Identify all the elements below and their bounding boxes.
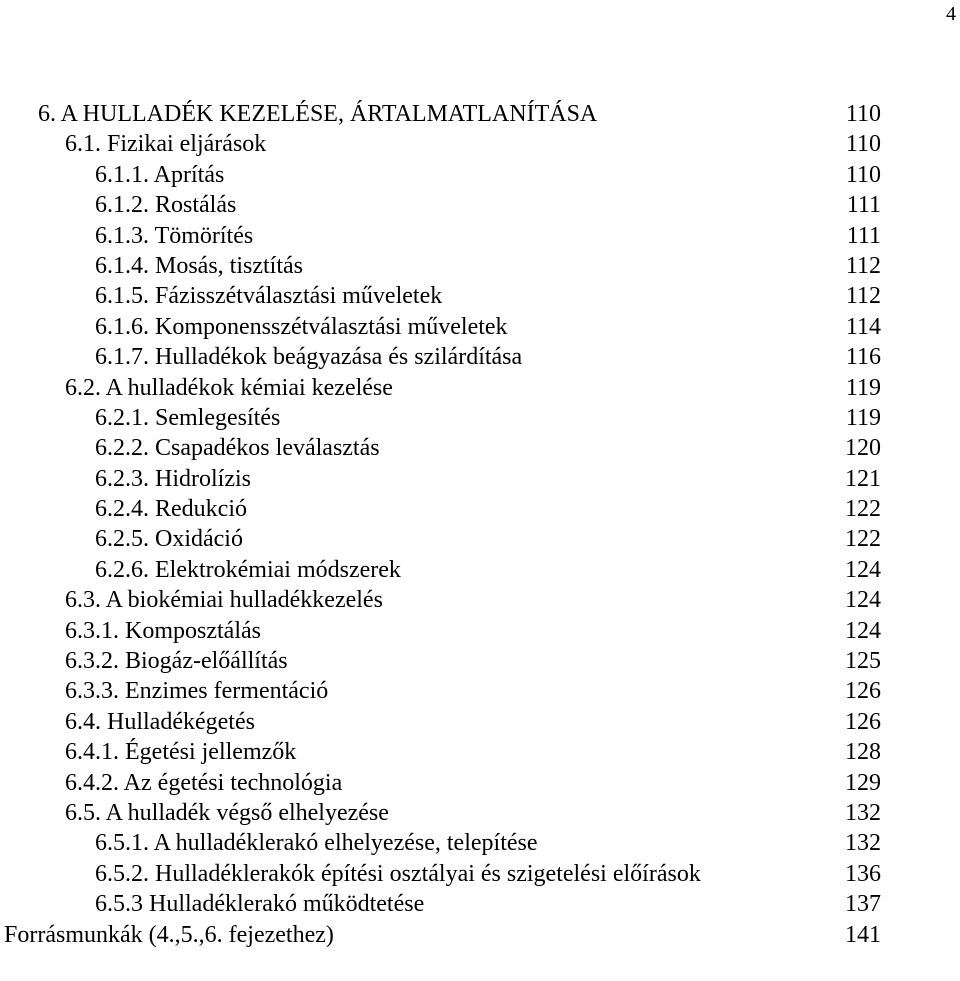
toc-entry-title: Forrásmunkák (4.,5.,6. fejezethez) bbox=[4, 921, 334, 948]
toc-entry-title: 6.1.2. Rostálás bbox=[95, 192, 237, 219]
toc-entry bbox=[0, 494, 960, 524]
toc-entry-title: 6.5.3 Hulladéklerakó működtetése bbox=[95, 891, 425, 918]
toc-entry bbox=[0, 160, 960, 190]
toc-entry-page: 132 bbox=[845, 799, 881, 826]
toc-entry-page: 124 bbox=[845, 556, 881, 583]
toc-entry bbox=[0, 129, 960, 159]
toc-entry-page: 110 bbox=[845, 131, 881, 158]
toc-entry-page: 119 bbox=[845, 374, 881, 401]
toc-entry bbox=[0, 616, 960, 646]
toc-entry-title: 6.2.3. Hidrolízis bbox=[95, 465, 251, 492]
toc-entry-page: 120 bbox=[845, 435, 881, 462]
toc-entry-page: 114 bbox=[845, 313, 881, 340]
toc-entry bbox=[0, 524, 960, 554]
toc-entry-page: 111 bbox=[846, 222, 881, 249]
toc-entry-page: 122 bbox=[845, 496, 881, 523]
toc-entry-page: 112 bbox=[845, 283, 881, 310]
toc-entry-title: 6.5.1. A hulladéklerakó elhelyezése, telepítése bbox=[95, 830, 538, 857]
toc-entry-page: 128 bbox=[845, 739, 881, 766]
toc-entry-title: 6.4.1. Égetési jellemzők bbox=[65, 739, 297, 766]
toc-entry-title: 6.5. A hulladék végső elhelyezése bbox=[65, 799, 389, 826]
toc-entry-title: 6.1. Fizikai eljárások bbox=[65, 131, 267, 158]
toc-entry-page: 141 bbox=[845, 921, 881, 948]
toc-entry-title: 6.1.5. Fázisszétválasztási műveletek bbox=[95, 283, 443, 310]
toc-entry-title: 6.1.4. Mosás, tisztítás bbox=[95, 252, 303, 279]
toc-entry-title: 6.1.6. Komponensszétválasztási műveletek bbox=[95, 313, 508, 340]
toc-entry bbox=[0, 555, 960, 585]
toc-entry-page: 126 bbox=[845, 708, 881, 735]
toc-entry-page: 121 bbox=[845, 465, 881, 492]
toc-entry-title: 6.2.4. Redukció bbox=[95, 496, 247, 523]
page-number: 4 bbox=[946, 3, 956, 25]
toc-entry-title: 6.4. Hulladékégetés bbox=[65, 708, 255, 735]
toc-entry-title: 6.4.2. Az égetési technológia bbox=[65, 769, 343, 796]
toc-entry-page: 125 bbox=[845, 648, 881, 675]
toc-entry-title: 6.1.1. Aprítás bbox=[95, 161, 225, 188]
toc-entry bbox=[0, 403, 960, 433]
toc-entry bbox=[0, 859, 960, 889]
toc-entry bbox=[0, 373, 960, 403]
toc-entry bbox=[0, 646, 960, 676]
toc-entry-page: 119 bbox=[845, 404, 881, 431]
toc-entry bbox=[0, 190, 960, 220]
toc-entry bbox=[0, 221, 960, 251]
toc-entry bbox=[0, 798, 960, 828]
toc-entry-page: 111 bbox=[846, 192, 881, 219]
toc-entry bbox=[0, 464, 960, 494]
toc-entry-page: 136 bbox=[845, 860, 881, 887]
toc-entry bbox=[0, 433, 960, 463]
toc-entry-page: 110 bbox=[845, 161, 881, 188]
toc-entry-page: 110 bbox=[845, 101, 881, 127]
toc-entry-title: 6.5.2. Hulladéklerakók építési osztályai és szigetelési előírások bbox=[95, 860, 701, 887]
toc-entry-title: 6.3. A biokémiai hulladékkezelés bbox=[65, 587, 383, 614]
toc-entry bbox=[0, 768, 960, 798]
toc-entry bbox=[0, 676, 960, 706]
toc-entry-page: 124 bbox=[845, 587, 881, 614]
toc-entry-title: 6.1.7. Hulladékok beágyazása és szilárdítása bbox=[95, 344, 523, 371]
toc-entry bbox=[0, 342, 960, 372]
table-of-contents bbox=[0, 99, 960, 950]
toc-entry-title: 6.1.3. Tömörítés bbox=[95, 222, 254, 249]
toc-entry bbox=[0, 737, 960, 767]
toc-entry bbox=[0, 281, 960, 311]
toc-entry-title: 6.2.6. Elektrokémiai módszerek bbox=[95, 556, 401, 583]
toc-entry-page: 112 bbox=[845, 252, 881, 279]
toc-entry-title: 6. A HULLADÉK KEZELÉSE, ÁRTALMATLANÍTÁSA bbox=[38, 101, 598, 127]
toc-entry-page: 129 bbox=[845, 769, 881, 796]
toc-entry bbox=[0, 312, 960, 342]
toc-entry bbox=[0, 889, 960, 919]
toc-entry-page: 126 bbox=[845, 678, 881, 705]
toc-entry-title: 6.2.5. Oxidáció bbox=[95, 526, 243, 553]
toc-entry-page: 116 bbox=[845, 344, 881, 371]
toc-entry-page: 132 bbox=[845, 830, 881, 857]
toc-entry-title: 6.2.2. Csapadékos leválasztás bbox=[95, 435, 380, 462]
toc-entry-title: 6.3.2. Biogáz-előállítás bbox=[65, 648, 288, 675]
toc-entry-title: 6.2. A hulladékok kémiai kezelése bbox=[65, 374, 393, 401]
toc-entry-title: 6.2.1. Semlegesítés bbox=[95, 404, 281, 431]
toc-entry-page: 137 bbox=[845, 891, 881, 918]
toc-entry-title: 6.3.1. Komposztálás bbox=[65, 617, 261, 644]
toc-entry bbox=[0, 251, 960, 281]
toc-entry-page: 124 bbox=[845, 617, 881, 644]
toc-entry bbox=[0, 920, 960, 950]
toc-entry bbox=[0, 99, 960, 129]
toc-entry bbox=[0, 585, 960, 615]
toc-entry-page: 122 bbox=[845, 526, 881, 553]
toc-entry bbox=[0, 707, 960, 737]
toc-entry-title: 6.3.3. Enzimes fermentáció bbox=[65, 678, 329, 705]
toc-entry bbox=[0, 828, 960, 858]
